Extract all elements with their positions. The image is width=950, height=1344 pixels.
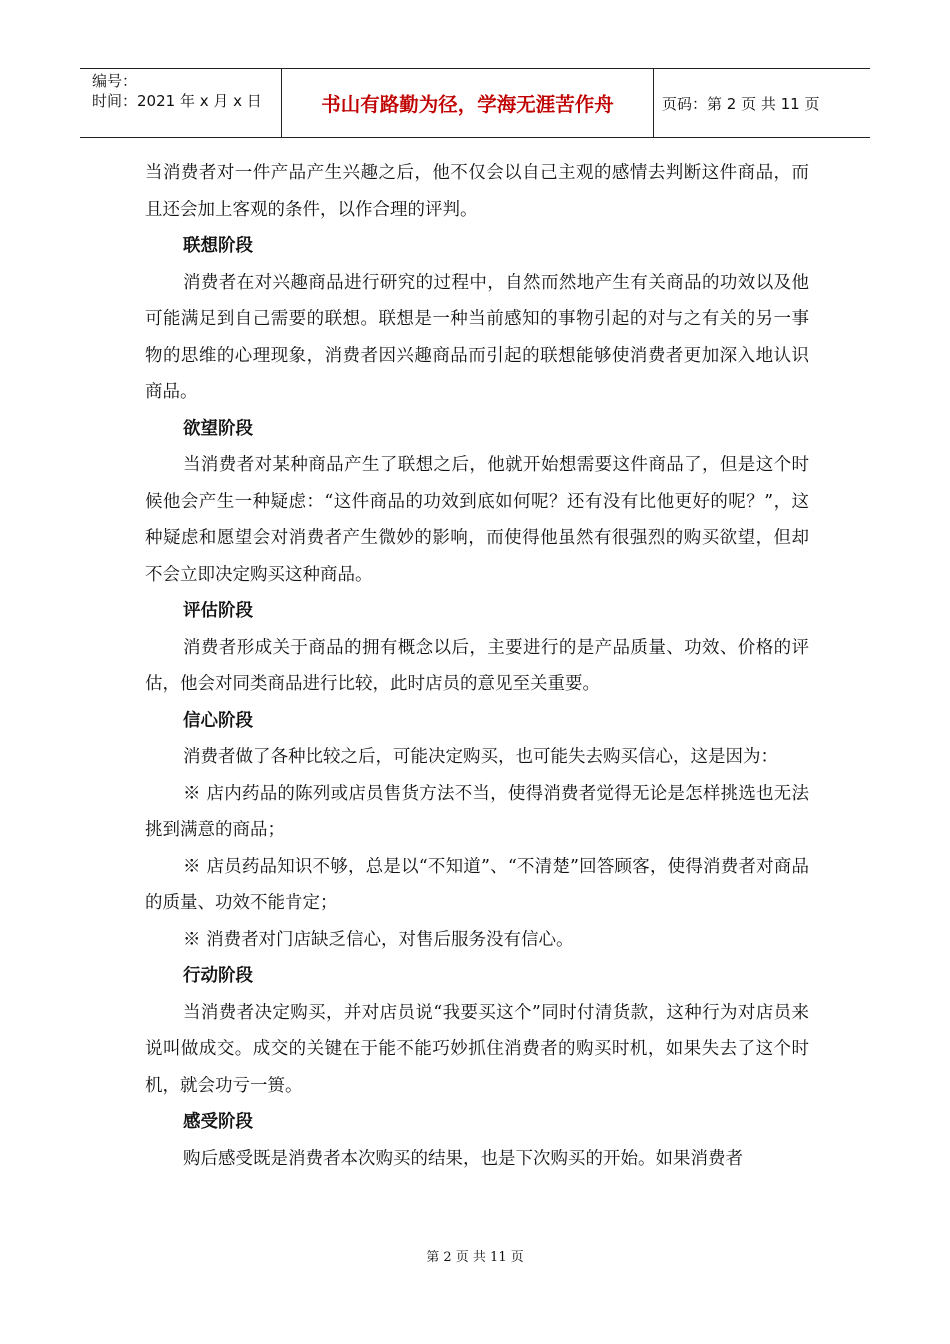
bullet-item: ※ 消费者对门店缺乏信心，对售后服务没有信心。 (183, 929, 574, 950)
section-heading: 欲望阶段 (183, 418, 253, 439)
paragraph: 消费者在对兴趣商品进行研究的过程中，自然而然地产生有关商品的功效以及他可能满足到自己需要的联想。联想是一种当前感知的事物引起的对与之有关的另一事物的思维的心理现象，消费者因兴趣商品而引起的联想能够使消费者更加深入地认识商品。 (145, 272, 809, 402)
paragraph: 当消费者对某种商品产生了联想之后，他就开始想需要这件商品了，但是这个时候他会产生一种疑虑：“这件商品的功效到底如何呢？还有没有比他更好的呢？”，这种疑虑和愿望会对消费者产生微妙的影响，而使得他虽然有很强烈的购买欲望，但却不会立即决定购买这种商品。 (145, 455, 809, 585)
document-number-label: 编号： (92, 72, 138, 90)
header-meta-cell (80, 69, 282, 137)
paragraph: 当消费者决定购买，并对店员说“我要买这个”同时付清货款，这种行为对店员来说叫做成交。成交的关键在于能不能巧妙抓住消费者的购买时机，如果失去了这个时机，就会功亏一篑。 (145, 1002, 809, 1096)
page-footer: 第 2 页 共 11 页 (426, 1250, 524, 1265)
bullet-item: ※ 店内药品的陈列或店员售货方法不当，使得消费者觉得无论是怎样挑选也无法挑到满意的商品； (145, 783, 809, 840)
section-heading: 感受阶段 (183, 1112, 253, 1132)
header-table (80, 68, 870, 138)
section-heading: 信心阶段 (183, 710, 253, 731)
paragraph: 当消费者对一件产品产生兴趣之后，他不仅会以自己主观的感情去判断这件商品，而且还会加上客观的条件，以作合理的评判。 (145, 163, 809, 220)
section-heading: 联想阶段 (183, 236, 253, 256)
header-motto: 书山有路勤为径，学海无涯苦作舟 (282, 69, 654, 137)
paragraph: 消费者形成关于商品的拥有概念以后，主要进行的是产品质量、功效、价格的评估，他会对同类商品进行比较，此时店员的意见至关重要。 (145, 637, 809, 694)
section-heading: 行动阶段 (183, 966, 253, 986)
document-body (145, 155, 809, 1177)
document-date-label: 时间：2021 年 x 月 x 日 (92, 92, 262, 110)
paragraph: 消费者做了各种比较之后，可能决定购买，也可能失去购买信心，这是因为： (183, 747, 778, 767)
bullet-item: ※ 店员药品知识不够，总是以“不知道”、“不清楚”回答顾客，使得消费者对商品的质量、功效不能肯定； (145, 856, 809, 913)
header-page-info: 页码：第 2 页 共 11 页 (662, 94, 820, 113)
section-heading: 评估阶段 (183, 601, 253, 621)
paragraph: 购后感受既是消费者本次购买的结果，也是下次购买的开始。如果消费者 (183, 1148, 743, 1169)
